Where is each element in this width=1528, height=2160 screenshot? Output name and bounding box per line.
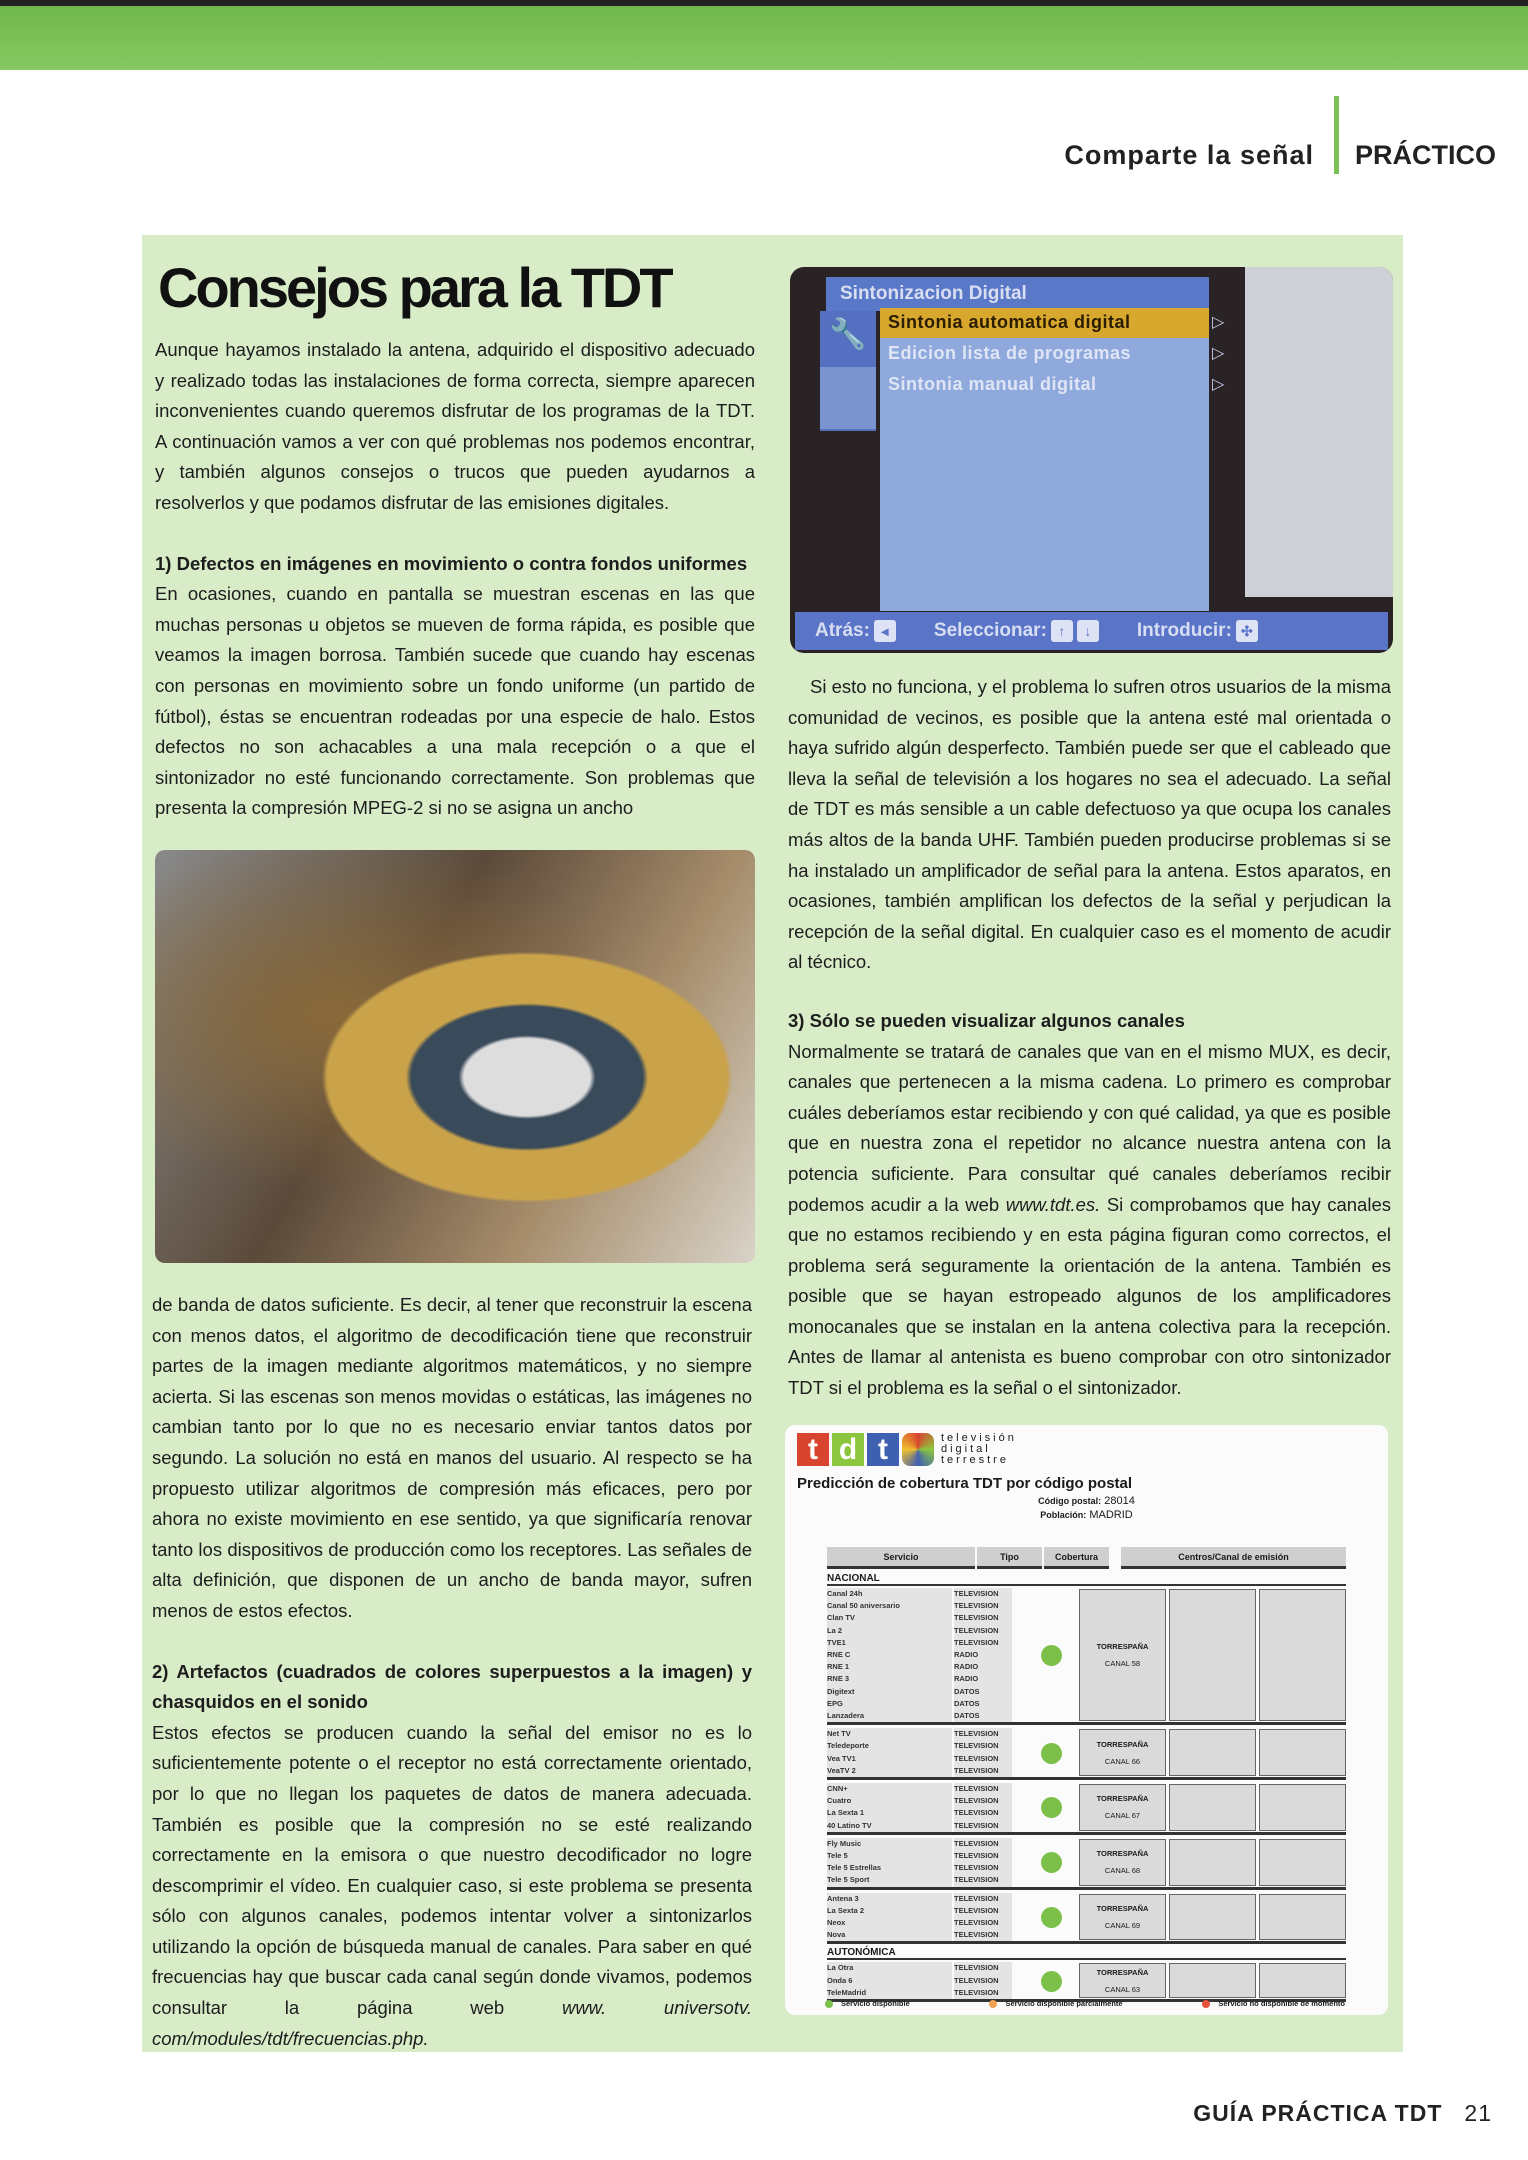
emission-centers	[1079, 1894, 1346, 1941]
intro-paragraph: Aunque hayamos instalado la antena, adquirido el dispositivo adecuado y realizado todas las instalaciones de forma correcta, siempre aparecen inconvenientes cuando queremos disfrutar de los programas de la TDT. A continuación vamos a ver con qué problemas nos podemos encontrar, y también algunos consejos o trucos que pueden ayudarnos a resolverlos y que podamos disfrutar de las emisiones digitales.	[155, 339, 755, 513]
coverage-available-icon	[1041, 1971, 1062, 1992]
center-name: TORRESPAÑA	[1096, 1967, 1149, 1977]
channel-number: CANAL 63	[1104, 1984, 1141, 1994]
arrow-right-icon: ▷	[1212, 345, 1225, 362]
tdt-logo: t d t televisión digital terrestre	[797, 1433, 1017, 1466]
service-name: La Sexta 2	[827, 1905, 952, 1917]
service-type: DATOS	[954, 1686, 1012, 1698]
service-name: Neox	[827, 1917, 952, 1929]
service-type: TELEVISION	[954, 1975, 1012, 1987]
emission-centers	[1079, 1784, 1346, 1831]
col-header-type: Tipo	[977, 1547, 1042, 1569]
menu-title: Sintonizacion Digital	[826, 277, 1209, 311]
left-column-bottom	[152, 1290, 752, 2054]
service-name: Tele 5 Sport	[827, 1874, 952, 1886]
toolbox-icon	[820, 367, 876, 429]
page-number: 21	[1464, 2100, 1492, 2126]
service-name: La Otra	[827, 1962, 952, 1974]
coverage-available-icon	[1041, 1645, 1062, 1666]
tv-tuning-menu	[790, 267, 1393, 653]
tdt-eye-icon	[902, 1433, 934, 1466]
service-type: TELEVISION	[954, 1600, 1012, 1612]
table-row-group	[827, 1838, 1346, 1890]
table-row-group	[827, 1728, 1346, 1780]
service-name: CNN+	[827, 1783, 952, 1795]
service-name: Teledeporte	[827, 1740, 952, 1752]
right-paragraph: Si esto no funciona, y el problema lo sufren otros usuarios de la misma comunidad de vecinos, es posible que la antena esté mal orientada o haya sufrido algún desperfecto. También puede ser que el cableado que lleva la señal de televisión a los hogares no sea el adecuado. La señal de TDT es más sensible a un cable defectuoso ya que ocupa los canales más altos de la banda UHF. También pueden producirse problemas si se ha instalado un amplificador de señal para la antena. Estos aparatos, en ocasiones, también amplifican los defectos de la señal y perjudican la recepción de la señal digital. En cualquier caso es el momento de acudir al técnico.	[788, 676, 1391, 973]
channel-number: CANAL 69	[1104, 1920, 1141, 1930]
section-1-text: En ocasiones, cuando en pantalla se muestran escenas en las que muchas personas u objetos se mueven de forma rápida, es posible que veamos la imagen borrosa. También sucede que cuando hay escenas con personas en movimiento sobre un fondo uniforme (un partido de fútbol), éstas se encuentran rodeadas por una especie de halo. Estos defectos no son achacables a una mala recepción o a que el sintonizador no esté funcionando correctamente. Son problemas que presenta la compresión MPEG-2 si no se asigna un ancho	[155, 583, 755, 819]
legend-item: Servicio disponible parcialmente	[989, 1999, 1122, 2008]
service-name: Fly Music	[827, 1838, 952, 1850]
center-name: TORRESPAÑA	[1096, 1903, 1149, 1913]
service-type: TELEVISION	[954, 1838, 1012, 1850]
service-type: TELEVISION	[954, 1753, 1012, 1765]
service-name: EPG	[827, 1698, 952, 1710]
tdt-link[interactable]: www.tdt.es.	[1005, 1193, 1101, 1215]
service-name: Net TV	[827, 1728, 952, 1740]
frequencies-link[interactable]: www. universotv. com/modules/tdt/frecuencias.php.	[152, 1997, 752, 2049]
top-color-band	[0, 0, 1528, 70]
arrow-right-icon: ▷	[1212, 376, 1225, 393]
legend-item: Servicio no disponible de momento	[1202, 1999, 1345, 2008]
service-name: Antena 3	[827, 1893, 952, 1905]
motion-blur-photo	[155, 850, 755, 1263]
service-name: RNE 3	[827, 1673, 952, 1685]
wrench-icon: 🔧	[820, 311, 876, 431]
service-type: DATOS	[954, 1698, 1012, 1710]
service-type: TELEVISION	[954, 1740, 1012, 1752]
service-type: TELEVISION	[954, 1987, 1012, 1999]
center-name: TORRESPAÑA	[1096, 1739, 1149, 1749]
service-name: Canal 24h	[827, 1588, 952, 1600]
service-type: TELEVISION	[954, 1625, 1012, 1637]
col-header-service: Servicio	[827, 1547, 975, 1569]
channel-number: CANAL 58	[1104, 1659, 1141, 1669]
service-name: TVE1	[827, 1637, 952, 1649]
status-dot-icon	[1202, 2000, 1210, 2008]
service-type: RADIO	[954, 1649, 1012, 1661]
section-1-heading: 1) Defectos en imágenes en movimiento o contra fondos uniformes	[155, 552, 748, 574]
emission-centers	[1079, 1729, 1346, 1776]
page-footer	[1193, 2100, 1492, 2127]
town: MADRID	[1089, 1509, 1133, 1521]
channel-number: CANAL 67	[1104, 1811, 1141, 1821]
service-name: Tele 5 Estrellas	[827, 1862, 952, 1874]
service-type: TELEVISION	[954, 1783, 1012, 1795]
service-type: TELEVISION	[954, 1588, 1012, 1600]
down-key-icon: ↓	[1077, 620, 1099, 642]
service-name: TeleMadrid	[827, 1987, 952, 1999]
service-type: TELEVISION	[954, 1765, 1012, 1777]
service-type: TELEVISION	[954, 1637, 1012, 1649]
channel-number: CANAL 66	[1104, 1756, 1141, 1766]
channel-number: CANAL 68	[1104, 1866, 1141, 1876]
service-type: TELEVISION	[954, 1795, 1012, 1807]
col-header-coverage: Cobertura	[1044, 1547, 1109, 1569]
service-name: 40 Latino TV	[827, 1820, 952, 1832]
table-row-group	[827, 1783, 1346, 1835]
service-name: Cuatro	[827, 1795, 952, 1807]
section-3-text: Normalmente se tratará de canales que van en el mismo MUX, es decir, canales que pertenecen a la misma cadena. Lo primero es comprobar cuáles deberíamos estar recibiendo y con qué calidad, ya que es posible que en nuestra zona el repetidor no alcance nuestra antena con la potencia suficiente. Para consultar qué canales deberíamos recibir podemos acudir a la web www.tdt.es. Si comprobamos que hay canales que no estamos recibiendo y en esta página figuran como correctos, el problema será seguramente la orientación de la antena. También es posible que se hayan estropeado algunos de los amplificadores monocanales que se instalan en la antena colectiva para la recepción. Antes de llamar al antenista es bueno comprobar con otro sintonizador TDT si el problema es la señal o el sintonizador.	[788, 1040, 1391, 1399]
emission-centers	[1079, 1839, 1346, 1886]
service-name: Clan TV	[827, 1612, 952, 1624]
arrow-right-icon: ▷	[1212, 314, 1225, 331]
table-section-heading: AUTONÓMICA	[827, 1947, 1346, 1960]
emission-centers	[1079, 1963, 1346, 1998]
table-section-heading: NACIONAL	[827, 1573, 1346, 1586]
coverage-available-icon	[1041, 1907, 1062, 1928]
ok-key-icon: ✣	[1236, 620, 1258, 642]
table-row-group	[827, 1893, 1346, 1945]
coverage-available-icon	[1041, 1743, 1062, 1764]
menu-item-manual-tuning[interactable]: Sintonia manual digital	[888, 374, 1097, 394]
service-name: Nova	[827, 1929, 952, 1941]
service-type: TELEVISION	[954, 1807, 1012, 1819]
service-name: VeaTV 2	[827, 1765, 952, 1777]
service-type: TELEVISION	[954, 1850, 1012, 1862]
service-type: TELEVISION	[954, 1612, 1012, 1624]
service-type: DATOS	[954, 1710, 1012, 1722]
center-name: TORRESPAÑA	[1096, 1849, 1149, 1859]
menu-item-auto-tuning[interactable]: Sintonia automatica digital	[880, 308, 1209, 338]
running-header	[1064, 116, 1496, 194]
service-type: TELEVISION	[954, 1728, 1012, 1740]
service-name: Canal 50 aniversario	[827, 1600, 952, 1612]
service-name: Lanzadera	[827, 1710, 952, 1722]
service-name: Tele 5	[827, 1850, 952, 1862]
legend-item: Servicio disponible	[825, 1999, 910, 2008]
service-name: La 2	[827, 1625, 952, 1637]
section-3-heading: 3) Sólo se pueden visualizar algunos canales	[788, 1009, 1185, 1031]
status-dot-icon	[825, 2000, 833, 2008]
service-type: RADIO	[954, 1673, 1012, 1685]
service-name: La Sexta 1	[827, 1807, 952, 1819]
coverage-title: Predicción de cobertura TDT por código postal	[797, 1475, 1133, 1492]
service-type: TELEVISION	[954, 1929, 1012, 1941]
service-type: RADIO	[954, 1661, 1012, 1673]
col-header-centers: Centros/Canal de emisión	[1121, 1547, 1346, 1569]
service-type: TELEVISION	[954, 1820, 1012, 1832]
section-1-text-cont: de banda de datos suficiente. Es decir, al tener que reconstruir la escena con menos datos, el algoritmo de decodificación tiene que reconstruir partes de la imagen mediante algoritmos matemáticos, y no siempre acierta. Si las escenas son menos movidas o estáticas, las imágenes no cambian tanto por lo que no es necesario enviar tantos datos por segundo. La solución no está en manos del usuario. Al respecto se ha propuesto utilizar algoritmos de compresión más eficaces, pero por ahora no existe movimiento en ese sentido, ya que significaría renovar tanto los dispositivos de producción como los receptores. Las señales de alta definición, que disponen de un ancho de banda mayor, sufren menos de estos efectos.	[152, 1294, 752, 1621]
center-name: TORRESPAÑA	[1096, 1642, 1149, 1652]
table-row-group	[827, 1588, 1346, 1725]
service-type: TELEVISION	[954, 1917, 1012, 1929]
up-key-icon: ↑	[1051, 620, 1073, 642]
service-name: RNE 1	[827, 1661, 952, 1673]
article-title: Consejos para la TDT	[158, 256, 671, 319]
left-key-icon: ◂	[874, 620, 896, 642]
left-column-top	[155, 335, 755, 824]
menu-footer: Atrás: ◂ Seleccionar: ↑ ↓ Introducir: ✣	[795, 612, 1388, 650]
category-label: PRÁCTICO	[1355, 139, 1496, 170]
postal-code: 28014	[1104, 1495, 1135, 1507]
section-label: Comparte la señal	[1064, 139, 1314, 170]
service-type: TELEVISION	[954, 1874, 1012, 1886]
emission-centers	[1079, 1589, 1346, 1721]
menu-item-edit-list[interactable]: Edicion lista de programas	[888, 343, 1132, 363]
section-2-text: Estos efectos se producen cuando la señal del emisor no es lo suficientemente potente o el receptor no está correctamente orientado, por lo que no llegan los paquetes de datos de manera adecuada. También es posible que la compresión no se esté realizando correctamente en la emisora o que nuestro decodificador no logre descomprimir el vídeo. En cualquier caso, si este problema se presenta sólo con algunos canales, podemos intentar volver a sintonizarlos utilizando la opción de búsqueda manual de canales. Para saber en qué frecuencias hay que buscar cada canal según donde vivamos, podemos consultar la página web www. universotv. com/modules/tdt/frecuencias.php.	[152, 1721, 752, 2049]
right-column	[788, 672, 1391, 1404]
coverage-legend	[825, 1999, 1345, 2008]
service-name: Vea TV1	[827, 1753, 952, 1765]
service-type: TELEVISION	[954, 1962, 1012, 1974]
service-type: TELEVISION	[954, 1905, 1012, 1917]
status-dot-icon	[989, 2000, 997, 2008]
service-name: Onda 6	[827, 1975, 952, 1987]
coverage-prediction-table: t d t televisión digital terrestre Predicción de cobertura TDT por código postal Código postal: 28014 Población: MADRID Servicio Tipo Cobertura Centros/Canal de emisión NACIONAL Canal 24h TELEVISION Canal 50 aniversario TELEVISION Clan TV TELEVISION La 2 TELEVISION TVE1 TELEVISION RNE C RADIO RNE 1 RADIO RNE 3 RADIO Digitext DATOS EPG DATOS Lanzadera DATOS TORRESPAÑA CANAL 58 Net TV TELEVISION Teledeporte TELEVISION Vea TV1 TELEVISION VeaTV 2 TELEVISION TORRESPAÑA CANAL 66 CNN+ TELEVISION Cuatro TELEVISION La Sexta 1 TELEVISION 40 Latino TV TELEVISION TORRESPAÑA CANAL 67 Fly Music TELEVISION Tele 5 TELEVISION Tele 5 Estrellas TELEVISION Tele 5 Sport TELEVISION TORRESPAÑA CANAL 68 Antena 3 TELEVISION La Sexta 2 TELEVISION Neox TELEVISION Nova TELEVISION TORRESPAÑA CANAL 69 AUTONÓMICA La Otra TELEVISION Onda 6 TELEVISION TeleMadrid TELEVISION TORRESPAÑA CANAL 63 Servicio disponible Servicio disponible parcialmente Servicio no disponible de momento	[785, 1425, 1388, 2015]
header-divider	[1334, 96, 1339, 174]
footer-label: GUÍA PRÁCTICA TDT	[1193, 2100, 1443, 2126]
table-row-group	[827, 1962, 1346, 2002]
service-name: Digitext	[827, 1686, 952, 1698]
service-type: TELEVISION	[954, 1862, 1012, 1874]
service-type: TELEVISION	[954, 1893, 1012, 1905]
section-2-heading: 2) Artefactos (cuadrados de colores superpuestos a la imagen) y chasquidos en el sonido	[152, 1660, 752, 1713]
service-name: RNE C	[827, 1649, 952, 1661]
center-name: TORRESPAÑA	[1096, 1794, 1149, 1804]
